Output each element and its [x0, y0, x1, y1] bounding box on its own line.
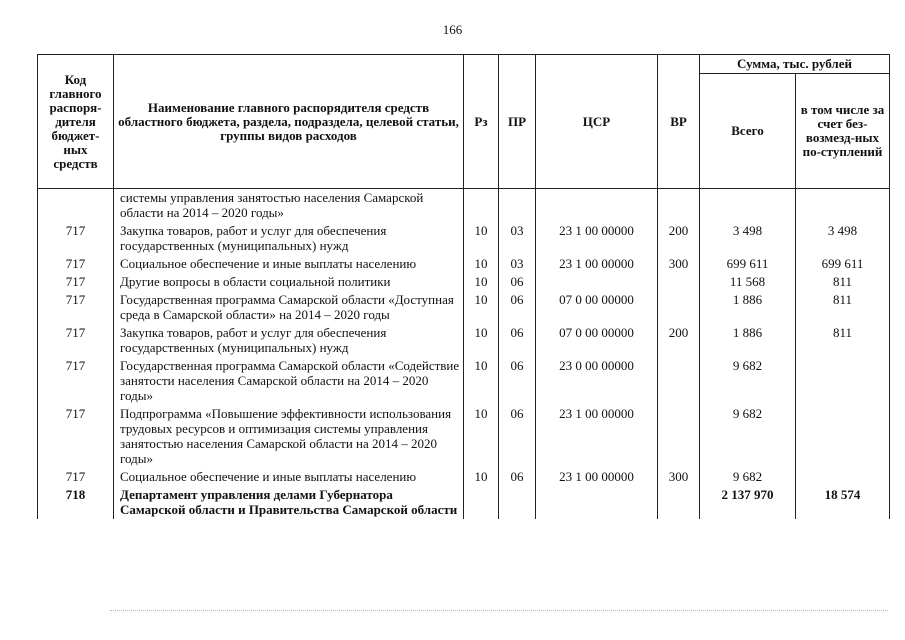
cell-vr	[658, 357, 700, 405]
budget-table	[37, 54, 890, 519]
table-row	[38, 189, 890, 223]
cell-code: 717	[38, 324, 114, 357]
cell-code: 718	[38, 486, 114, 519]
table-row	[38, 405, 890, 468]
cell-pr: 03	[499, 222, 536, 255]
cell-total: 1 886	[700, 291, 796, 324]
cell-gratis	[796, 189, 890, 223]
cell-name: Подпрограмма «Повышение эффективности использования трудовых ресурсов и оптимизация системы управления занятостью населения Самарской области на 2014 – 2020 годы»	[114, 405, 464, 468]
cell-vr	[658, 405, 700, 468]
cell-rz: 10	[464, 273, 499, 291]
cell-vr: 200	[658, 222, 700, 255]
cell-csr	[536, 273, 658, 291]
cell-rz: 10	[464, 405, 499, 468]
cell-pr: 06	[499, 357, 536, 405]
cell-csr: 23 0 00 00000	[536, 357, 658, 405]
cell-csr: 23 1 00 00000	[536, 222, 658, 255]
cell-pr	[499, 486, 536, 519]
page-number: 166	[442, 22, 463, 37]
header-csr: ЦСР	[536, 55, 658, 189]
table-body	[38, 189, 890, 520]
cell-csr: 23 1 00 00000	[536, 468, 658, 486]
cell-total: 9 682	[700, 405, 796, 468]
cell-total: 9 682	[700, 468, 796, 486]
cell-total	[700, 189, 796, 223]
cell-vr	[658, 486, 700, 519]
cell-rz: 10	[464, 324, 499, 357]
cell-name: Другие вопросы в области социальной политики	[114, 273, 464, 291]
cell-csr: 23 1 00 00000	[536, 255, 658, 273]
table-row	[38, 324, 890, 357]
cell-gratis: 3 498	[796, 222, 890, 255]
cell-pr: 06	[499, 291, 536, 324]
cell-name: Закупка товаров, работ и услуг для обеспечения государственных (муниципальных) нужд	[114, 222, 464, 255]
cell-pr: 06	[499, 405, 536, 468]
cell-code	[38, 189, 114, 223]
cell-pr: 06	[499, 324, 536, 357]
cell-code: 717	[38, 222, 114, 255]
cell-name: Социальное обеспечение и иные выплаты населению	[114, 255, 464, 273]
cell-name: Закупка товаров, работ и услуг для обеспечения государственных (муниципальных) нужд	[114, 324, 464, 357]
cell-code: 717	[38, 255, 114, 273]
cell-rz: 10	[464, 222, 499, 255]
cell-rz	[464, 189, 499, 223]
header-sum-group: Сумма, тыс. рублей	[700, 55, 890, 74]
cell-pr: 03	[499, 255, 536, 273]
cell-code: 717	[38, 468, 114, 486]
header-pr: ПР	[499, 55, 536, 189]
cell-total: 699 611	[700, 255, 796, 273]
cell-total: 3 498	[700, 222, 796, 255]
cell-total: 2 137 970	[700, 486, 796, 519]
cell-name: Государственная программа Самарской области «Содействие занятости населения Самарской области на 2014 – 2020 годы»	[114, 357, 464, 405]
cell-vr	[658, 273, 700, 291]
cell-total: 11 568	[700, 273, 796, 291]
table-header	[38, 55, 890, 189]
cell-csr: 07 0 00 00000	[536, 324, 658, 357]
cell-vr	[658, 291, 700, 324]
header-code: Код главного распоря-дителя бюджет-ных средств	[38, 55, 114, 189]
cell-pr: 06	[499, 273, 536, 291]
header-vr: ВР	[658, 55, 700, 189]
cell-vr: 300	[658, 255, 700, 273]
table-row	[38, 357, 890, 405]
page-bottom-rule	[110, 610, 888, 611]
cell-code: 717	[38, 291, 114, 324]
cell-name: Социальное обеспечение и иные выплаты населению	[114, 468, 464, 486]
cell-rz	[464, 486, 499, 519]
cell-csr: 23 1 00 00000	[536, 405, 658, 468]
cell-csr	[536, 189, 658, 223]
cell-vr	[658, 189, 700, 223]
cell-pr	[499, 189, 536, 223]
cell-gratis	[796, 468, 890, 486]
table-row	[38, 222, 890, 255]
table-row	[38, 273, 890, 291]
cell-rz: 10	[464, 357, 499, 405]
table-row	[38, 468, 890, 486]
table-row	[38, 291, 890, 324]
cell-pr: 06	[499, 468, 536, 486]
cell-gratis: 811	[796, 324, 890, 357]
cell-vr: 300	[658, 468, 700, 486]
cell-csr: 07 0 00 00000	[536, 291, 658, 324]
header-rz: Рз	[464, 55, 499, 189]
cell-vr: 200	[658, 324, 700, 357]
cell-rz: 10	[464, 468, 499, 486]
cell-total: 1 886	[700, 324, 796, 357]
cell-code: 717	[38, 273, 114, 291]
cell-gratis	[796, 405, 890, 468]
cell-rz: 10	[464, 255, 499, 273]
table-row	[38, 486, 890, 519]
cell-total: 9 682	[700, 357, 796, 405]
cell-name: системы управления занятостью населения Самарской области на 2014 – 2020 годы»	[114, 189, 464, 223]
cell-gratis: 699 611	[796, 255, 890, 273]
cell-code: 717	[38, 405, 114, 468]
header-total: Всего	[700, 74, 796, 189]
cell-name: Департамент управления делами Губернатора Самарской области и Правительства Самарской области	[114, 486, 464, 519]
cell-gratis: 811	[796, 291, 890, 324]
header-name: Наименование главного распорядителя средств областного бюджета, раздела, подраздела, целевой статьи, группы видов расходов	[114, 55, 464, 189]
cell-gratis: 811	[796, 273, 890, 291]
cell-gratis: 18 574	[796, 486, 890, 519]
cell-rz: 10	[464, 291, 499, 324]
table-row	[38, 255, 890, 273]
cell-code: 717	[38, 357, 114, 405]
header-gratis: в том числе за счет без-возмезд-ных по-ступлений	[796, 74, 890, 189]
cell-gratis	[796, 357, 890, 405]
cell-name: Государственная программа Самарской области «Доступная среда в Самарской области» на 2014 – 2020 годы	[114, 291, 464, 324]
cell-csr	[536, 486, 658, 519]
